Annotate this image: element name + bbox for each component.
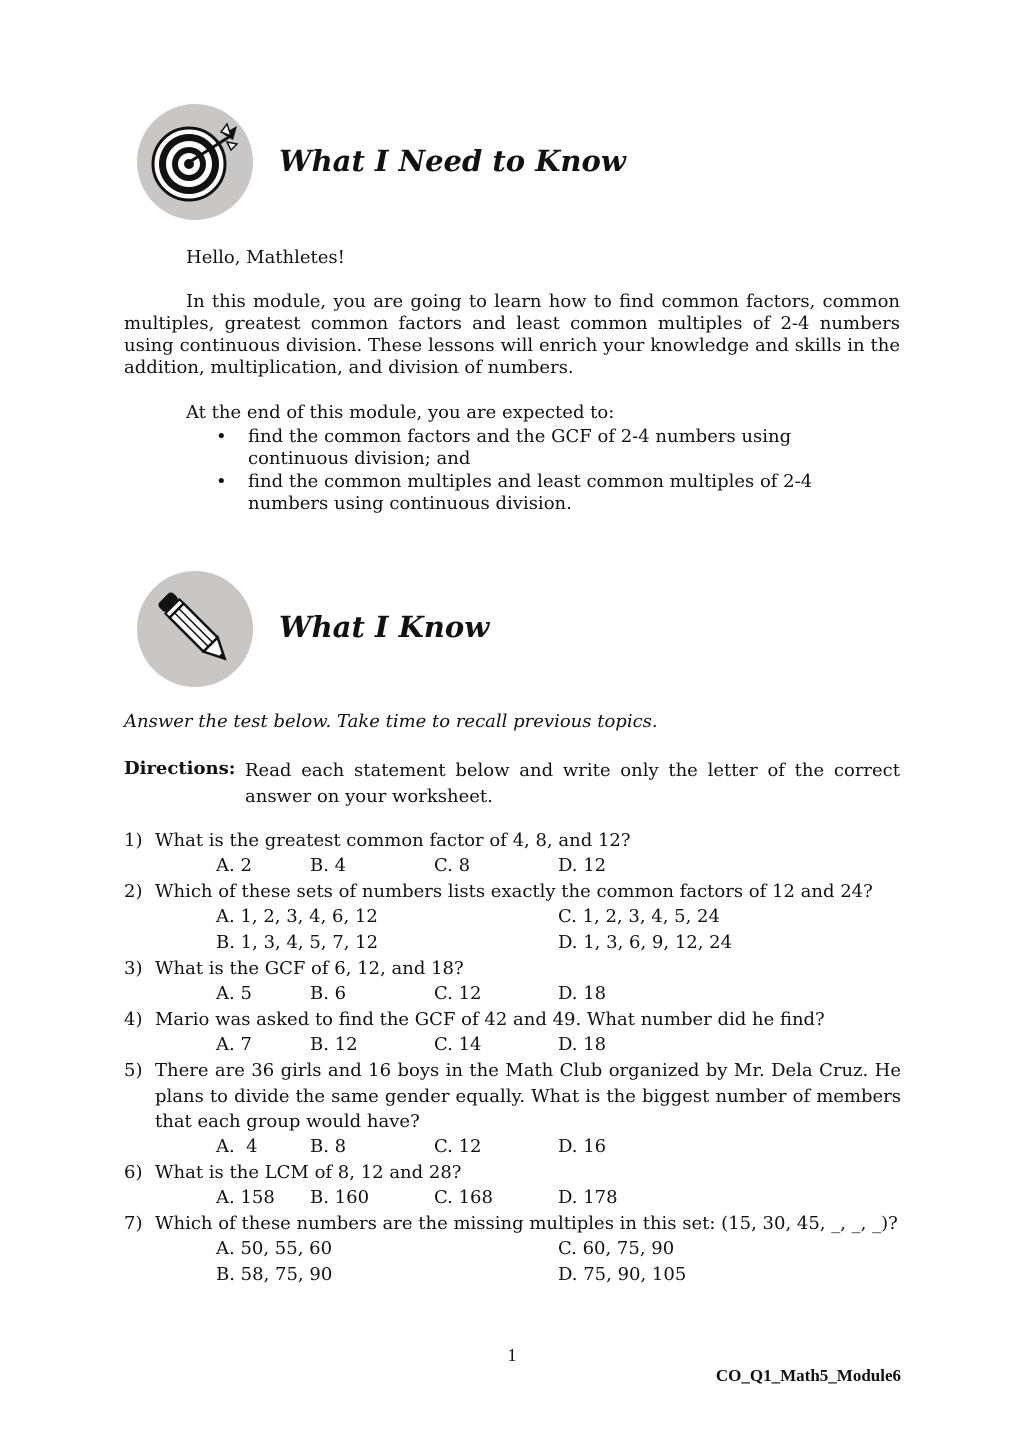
answer-option: A. 50, 55, 60 <box>216 1238 333 1259</box>
answer-option: A. 158 <box>216 1187 275 1208</box>
answer-option: C. 168 <box>434 1187 493 1208</box>
question-text: Which of these sets of numbers lists exactly the common factors of 12 and 24? <box>155 881 873 902</box>
question-text: What is the greatest common factor of 4, 8, and 12? <box>155 830 631 851</box>
objectives-list <box>216 426 816 516</box>
answer-option: A. 5 <box>216 983 252 1004</box>
answer-option: D. 18 <box>558 983 607 1004</box>
answer-option: D. 75, 90, 105 <box>558 1264 687 1285</box>
answer-option: B. 160 <box>310 1187 370 1208</box>
objective-item: • find the common multiples and least common multiples of 2-4 numbers using continuous division. <box>216 471 816 515</box>
answer-option: C. 8 <box>434 855 471 876</box>
answer-option: B. 8 <box>310 1136 347 1157</box>
question-text: What is the GCF of 6, 12, and 18? <box>155 958 464 979</box>
page-number: 1 <box>507 1345 517 1365</box>
objective-item: • find the common factors and the GCF of 2-4 numbers using continuous division; and <box>216 426 816 470</box>
answer-option: C. 12 <box>434 983 482 1004</box>
answer-option: A. 7 <box>216 1034 252 1055</box>
answer-option: A. 2 <box>216 855 252 876</box>
test-instruction: Answer the test below. Take time to recall previous topics. <box>124 711 658 732</box>
answer-option: B. 6 <box>310 983 347 1004</box>
question-text: What is the LCM of 8, 12 and 28? <box>155 1162 462 1183</box>
answer-option: B. 12 <box>310 1034 358 1055</box>
answer-option: D. 16 <box>558 1136 607 1157</box>
directions-label: Directions: <box>124 758 236 779</box>
answer-option: C. 1, 2, 3, 4, 5, 24 <box>558 906 720 927</box>
question-text: Mario was asked to find the GCF of 42 and 49. What number did he find? <box>155 1009 825 1030</box>
question-text: There are 36 girls and 16 boys in the Math Club organized by Mr. Dela Cruz. He plans to divide the same gender equally. What is the biggest number of members that each group would have? <box>155 1060 901 1133</box>
section-title-what-i-need-to-know: What I Need to Know <box>279 144 626 178</box>
answer-option: C. 14 <box>434 1034 482 1055</box>
question-number: 1) <box>124 830 143 851</box>
question-number: 6) <box>124 1162 143 1183</box>
answer-option: D. 1, 3, 6, 9, 12, 24 <box>558 932 733 953</box>
intro-paragraph: In this module, you are going to learn how to find common factors, common multiples, greatest common factors and least common multiples of 2-4 numbers using continuous division. These lessons will enrich your knowledge and skills in the addition, multiplication, and division of numbers. <box>124 291 900 378</box>
answer-option: C. 60, 75, 90 <box>558 1238 675 1259</box>
answer-option: B. 1, 3, 4, 5, 7, 12 <box>216 932 379 953</box>
answer-option: B. 4 <box>310 855 347 876</box>
target-arrow-icon <box>137 104 253 220</box>
answer-option: A. 4 <box>216 1136 258 1157</box>
pencil-icon <box>137 571 253 687</box>
answer-option: D. 18 <box>558 1034 607 1055</box>
question-number: 5) <box>124 1060 143 1081</box>
section-title-what-i-know: What I Know <box>279 610 490 644</box>
answer-option: D. 12 <box>558 855 607 876</box>
answer-option: A. 1, 2, 3, 4, 6, 12 <box>216 906 378 927</box>
answer-option: C. 12 <box>434 1136 482 1157</box>
answer-option: B. 58, 75, 90 <box>216 1264 333 1285</box>
answer-option: D. 178 <box>558 1187 618 1208</box>
objectives-lead: At the end of this module, you are expected to: <box>186 402 615 423</box>
module-code: CO_Q1_Math5_Module6 <box>715 1366 901 1385</box>
question-number: 2) <box>124 881 143 902</box>
directions-text: Read each statement below and write only the letter of the correct answer on your worksheet. <box>245 760 900 807</box>
question-number: 4) <box>124 1009 143 1030</box>
greeting: Hello, Mathletes! <box>186 247 345 268</box>
question-text: Which of these numbers are the missing multiples in this set: (15, 30, 45, _, _, _)? <box>155 1213 898 1234</box>
question-number: 7) <box>124 1213 143 1234</box>
question-number: 3) <box>124 958 143 979</box>
